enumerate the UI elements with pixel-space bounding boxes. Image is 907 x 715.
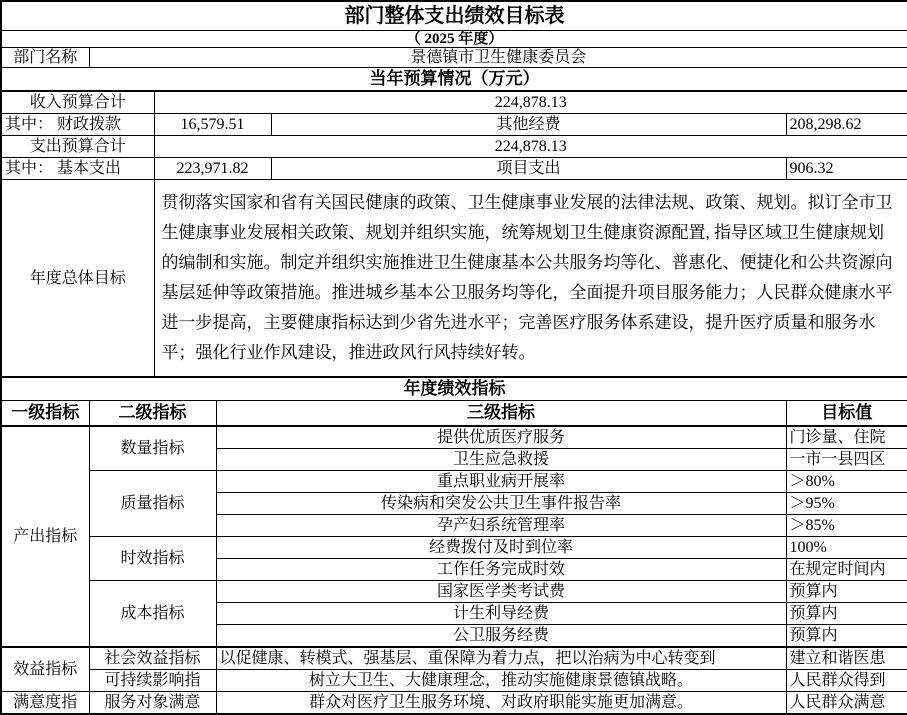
- level2-quantity-indicator: 数量指标: [89, 426, 216, 471]
- target-value: ＞95%: [786, 493, 907, 515]
- income-total-row: [1, 91, 907, 114]
- level3-indicator: 公卫服务经费: [216, 625, 786, 648]
- expense-total-label: 支出预算合计: [1, 136, 154, 158]
- level2-timeliness-indicator: 时效指标: [89, 537, 216, 581]
- level3-indicator: 计生利导经费: [216, 603, 786, 625]
- performance-header-row: [1, 401, 907, 427]
- income-total-value: 224,878.13: [154, 91, 907, 114]
- header-target: 目标值: [786, 401, 907, 427]
- department-row: [1, 48, 907, 68]
- annual-goal-label: 年度总体目标: [1, 180, 154, 378]
- target-value: 预算内: [786, 581, 907, 603]
- level3-indicator: 经费拨付及时到位率: [216, 537, 786, 559]
- target-value: 一市一县四区: [786, 449, 907, 471]
- page-title: 部门整体支出绩效目标表: [1, 1, 907, 31]
- project-expense-value: 906.32: [786, 158, 907, 180]
- table-row: [1, 471, 907, 493]
- level3-indicator: 卫生应急救援: [216, 449, 786, 471]
- target-value: 预算内: [786, 625, 907, 648]
- level1-output-indicator: 产出指标: [1, 426, 89, 647]
- income-total-label: 收入预算合计: [1, 91, 154, 114]
- table-row: [1, 537, 907, 559]
- project-expense-label: 项目支出: [271, 158, 786, 180]
- target-value: 建立和谐医患: [786, 647, 907, 670]
- title-row: [1, 1, 907, 31]
- budget-section-title: 当年预算情况（万元）: [1, 68, 907, 92]
- target-value: 预算内: [786, 603, 907, 625]
- fiscal-allocation-row: [1, 114, 907, 136]
- basic-expense-row: [1, 158, 907, 180]
- level2-sustainable-impact-indicator: 可持续影响指: [89, 670, 216, 692]
- target-value: ＞85%: [786, 515, 907, 537]
- expense-total-value: 224,878.13: [154, 136, 907, 158]
- target-value: 在规定时间内: [786, 559, 907, 581]
- performance-section-title: 年度绩效指标: [1, 377, 907, 401]
- level3-indicator: 工作任务完成时效: [216, 559, 786, 581]
- level3-indicator: 国家医学类考试费: [216, 581, 786, 603]
- level3-indicator: 重点职业病开展率: [216, 471, 786, 493]
- page-subtitle: （ 2025 年度）: [1, 31, 907, 48]
- annual-goal-row: [1, 180, 907, 378]
- target-value: 门诊量、住院: [786, 426, 907, 449]
- level1-benefit-indicator: 效益指标: [1, 647, 89, 692]
- header-level1: 一级指标: [1, 401, 89, 427]
- department-label: 部门名称: [1, 48, 89, 68]
- annual-goal-text: 贯彻落实国家和省有关国民健康的政策、卫生健康事业发展的法律法规、政策、规划。拟订全市卫生健康事业发展相关政策、规划并组织实施，统筹规划卫生健康资源配置, 指导区域卫生健康规划的编制和实施。制定并组织实施推进卫生健康基本公共服务均等化、普惠化、便捷化和公共资源向基层延伸等政策措施。推进城乡基本公卫服务均等化，全面提升项目服务能力；人民群众健康水平进一步提高，主要健康指标达到少省先进水平；完善医疗服务体系建设，提升医疗质量和服务水平；强化行业作风建设，推进政风行风持续好转。: [154, 180, 907, 378]
- performance-section-row: [1, 377, 907, 401]
- table-row: [1, 670, 907, 692]
- header-level3: 三级指标: [216, 401, 786, 427]
- department-value: 景德镇市卫生健康委员会: [89, 48, 907, 68]
- table-row: [1, 647, 907, 670]
- target-value: ＞80%: [786, 471, 907, 493]
- other-funds-value: 208,298.62: [786, 114, 907, 136]
- table-row: [1, 692, 907, 715]
- fiscal-value: 16,579.51: [154, 114, 271, 136]
- subtitle-row: [1, 31, 907, 48]
- basic-expense-value: 223,971.82: [154, 158, 271, 180]
- table-row: [1, 426, 907, 449]
- expense-total-row: [1, 136, 907, 158]
- level3-indicator: 孕产妇系统管理率: [216, 515, 786, 537]
- level3-indicator: 以促健康、转模式、强基层、重保障为着力点，把以治病为中心转变到: [216, 647, 786, 670]
- level2-social-benefit-indicator: 社会效益指标: [89, 647, 216, 670]
- table-row: [1, 581, 907, 603]
- level2-quality-indicator: 质量指标: [89, 471, 216, 537]
- target-value: 100%: [786, 537, 907, 559]
- level3-indicator: 群众对医疗卫生服务环境、对政府职能实施更加满意。: [216, 692, 786, 715]
- other-funds-label: 其他经费: [271, 114, 786, 136]
- fiscal-label: 其中： 财政拨款: [1, 114, 154, 136]
- level2-cost-indicator: 成本指标: [89, 581, 216, 648]
- target-value: 人民群众满意: [786, 692, 907, 715]
- level3-indicator: 提供优质医疗服务: [216, 426, 786, 449]
- header-level2: 二级指标: [89, 401, 216, 427]
- budget-section-row: [1, 68, 907, 92]
- level1-satisfaction-indicator: 满意度指: [1, 692, 89, 715]
- level3-indicator: 传染病和突发公共卫生事件报告率: [216, 493, 786, 515]
- target-value: 人民群众得到: [786, 670, 907, 692]
- basic-expense-label: 其中： 基本支出: [1, 158, 154, 180]
- level3-indicator: 树立大卫生、大健康理念，推动实施健康景德镇战略。: [216, 670, 786, 692]
- level2-service-satisfaction-indicator: 服务对象满意: [89, 692, 216, 715]
